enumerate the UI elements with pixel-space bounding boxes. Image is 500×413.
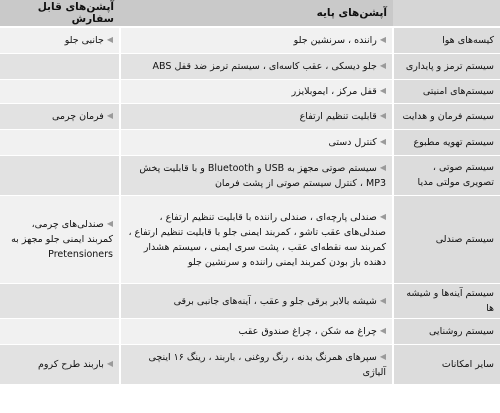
bullet-arrow-icon: ◀: [379, 295, 386, 305]
base-options-text: جلو دیسکی ، عقب کاسه‌ای ، سیستم ترمز ضد قفل ABS: [152, 61, 377, 72]
category-label: سیستم روشنایی: [429, 325, 494, 337]
row-base-options: [120, 27, 393, 53]
table-row: [0, 53, 500, 79]
row-optional-options: [0, 344, 120, 384]
row-category: [393, 27, 500, 53]
bullet-arrow-icon: ◀: [106, 359, 113, 368]
bullet-arrow-icon: ◀: [379, 326, 386, 335]
category-label: سایر امکانات: [441, 358, 494, 370]
row-base-options: [120, 283, 393, 318]
optional-options-header: آپشن‌های قابل سفارش: [0, 0, 120, 27]
category-label: سیستم‌های امنیتی: [422, 85, 494, 97]
base-options-text: چراغ مه شکن ، چراغ صندوق عقب: [238, 326, 377, 337]
base-options-text: سپرهای همرنگ بدنه ، رنگ روغنی ، باربند ، رینگ ۱۶ اینچی آلیاژی: [148, 351, 386, 378]
bullet-arrow-icon: ◀: [379, 35, 386, 45]
bullet-arrow-icon: ◀: [379, 351, 386, 361]
row-category: [393, 53, 500, 79]
base-options-text: قابلیت تنظیم ارتفاع: [299, 111, 377, 122]
table-row: [0, 27, 500, 53]
base-options-text: شیشه بالابر برقی جلو و عقب ، آینه‌های جانبی برقی: [173, 295, 377, 307]
row-optional-options: [0, 283, 120, 318]
bullet-arrow-icon: ◀: [379, 111, 386, 120]
table-row: [0, 79, 500, 103]
base-options-text: صندلی پارچه‌ای ، صندلی راننده با قابلیت تنظیم ارتفاع ، صندلی‌های عقب تاشو ، کمربند ایمنی جلو با قابلیت تنظیم ارتفاع ، کمربند سه نقطه‌ای عقب ، پشت سری ایمنی ، سیستم هشدار دهنده باز بودن کمربند ایمنی راننده و سرنشین جلو: [128, 211, 386, 268]
category-label: سیستم تهویه مطبوع: [413, 136, 494, 148]
row-optional-options: [0, 129, 120, 155]
table-row: [0, 344, 500, 384]
base-options-text: راننده ، سرنشین جلو: [293, 35, 377, 47]
table-row: [0, 103, 500, 129]
base-options-header: آپشن‌های پایه: [120, 0, 393, 27]
row-optional-options: [0, 103, 120, 129]
bullet-arrow-icon: ◀: [106, 35, 113, 45]
table-row: [0, 129, 500, 155]
category-label: کیسه‌های هوا: [442, 34, 494, 46]
row-optional-options: [0, 79, 120, 103]
category-label: سیستم فرمان و هدایت: [402, 110, 494, 122]
row-category: [393, 155, 500, 195]
bullet-arrow-icon: ◀: [379, 86, 386, 95]
bullet-arrow-icon: ◀: [379, 137, 386, 146]
row-optional-options: [0, 53, 120, 79]
row-base-options: [120, 318, 393, 344]
row-category: [393, 103, 500, 129]
optional-options-text: فرمان چرمی: [51, 111, 104, 122]
base-options-text: قفل مرکز ، ایموبلایزر: [291, 86, 377, 97]
table-row: [0, 283, 500, 318]
category-label: سیستم ترمز و پایداری: [405, 60, 494, 72]
row-base-options: [120, 53, 393, 79]
optional-options-text: صندلی‌های چرمی، کمربند ایمنی جلو مجهز به Pretensioners: [11, 219, 113, 260]
base-options-text: کنترل دستی: [328, 137, 377, 148]
table-row: [0, 318, 500, 344]
optional-options-text: باربند طرح کروم: [38, 359, 104, 370]
bullet-arrow-icon: ◀: [106, 111, 113, 120]
row-base-options: [120, 79, 393, 103]
category-header: [393, 0, 500, 27]
row-optional-options: [0, 155, 120, 195]
row-base-options: [120, 129, 393, 155]
row-base-options: [120, 195, 393, 283]
bullet-arrow-icon: ◀: [379, 61, 386, 70]
row-optional-options: [0, 318, 120, 344]
row-category: [393, 283, 500, 318]
category-label: سیستم صوتی ، تصویری مولتی مدیا: [417, 162, 494, 188]
bullet-arrow-icon: ◀: [379, 211, 386, 221]
row-category: [393, 129, 500, 155]
category-label: سیستم صندلی: [435, 233, 494, 245]
table-row: [0, 195, 500, 283]
row-optional-options: [0, 195, 120, 283]
row-optional-options: [0, 27, 120, 53]
base-options-text: سیستم صوتی مجهز به USB و Bluetooth و با قابلیت پخش MP3 ، کنترل سیستم صوتی از پشت فرمان: [139, 162, 386, 189]
table-row: [0, 155, 500, 195]
row-category: [393, 318, 500, 344]
row-base-options: [120, 155, 393, 195]
bullet-arrow-icon: ◀: [106, 219, 113, 228]
row-base-options: [120, 103, 393, 129]
row-category: [393, 79, 500, 103]
optional-options-text: جانبی جلو: [64, 35, 104, 47]
row-category: [393, 344, 500, 384]
header-row: [0, 0, 500, 27]
bullet-arrow-icon: ◀: [379, 162, 386, 172]
category-label: سیستم آینه‌ها و شیشه ها: [406, 287, 494, 314]
row-category: [393, 195, 500, 283]
row-base-options: [120, 344, 393, 384]
